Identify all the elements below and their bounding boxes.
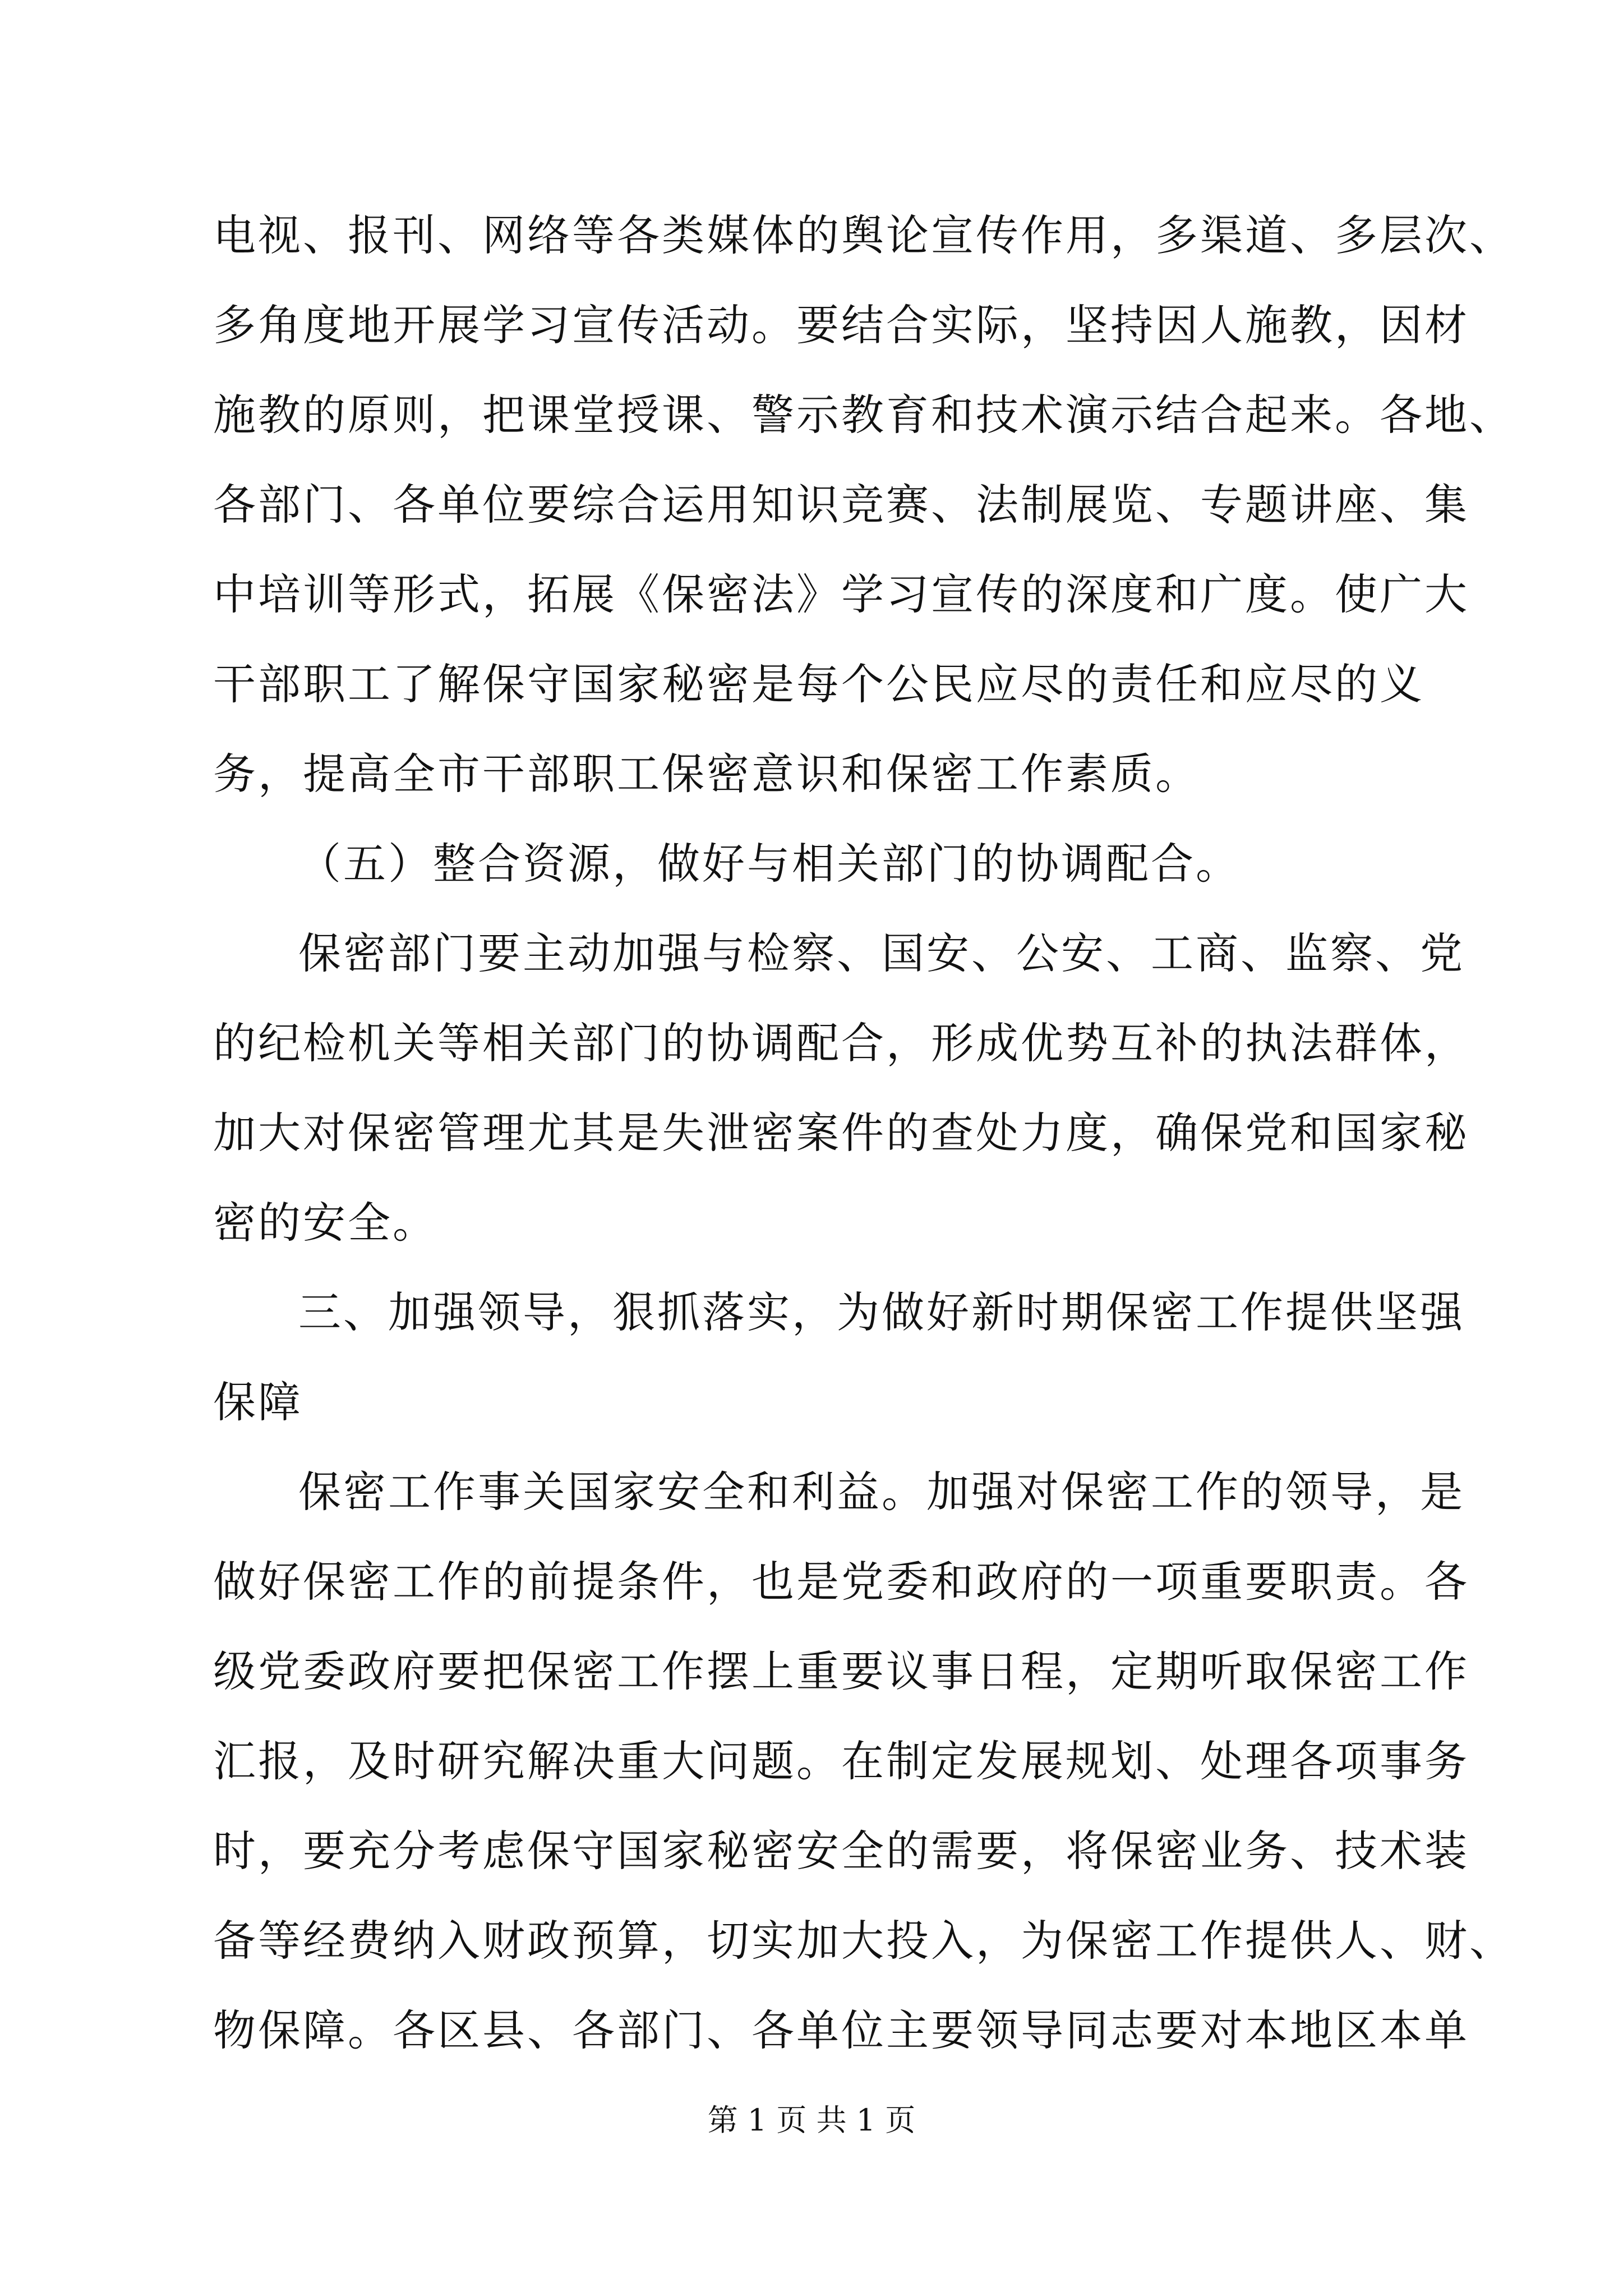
text-line: 保密工作事关国家安全和利益。加强对保密工作的领导，是: [298, 1467, 1465, 1517]
text-line: 务，提高全市干部职工保密意识和保密工作素质。: [213, 749, 1200, 799]
text-line: 的纪检机关等相关部门的协调配合，形成优势互补的执法群体，: [213, 1018, 1469, 1068]
text-line: 中培训等形式，拓展《保密法》学习宣传的深度和广度。使广大: [213, 569, 1469, 619]
page-footer: 第 1 页 共 1 页: [707, 2102, 916, 2138]
text-line: 备等经费纳入财政预算，切实加大投入，为保密工作提供人、财、: [213, 1916, 1514, 1966]
text-line: 干部职工了解保守国家秘密是每个公民应尽的责任和应尽的义: [213, 659, 1424, 709]
text-line: 三、加强领导，狠抓落实，为做好新时期保密工作提供坚强: [298, 1287, 1465, 1337]
text-line: （五）整合资源，做好与相关部门的协调配合。: [298, 839, 1241, 889]
text-line: 加大对保密管理尤其是失泄密案件的查处力度，确保党和国家秘: [213, 1108, 1469, 1158]
text-line: 施教的原则，把课堂授课、警示教育和技术演示结合起来。各地、: [213, 390, 1514, 440]
text-line: 汇报，及时研究解决重大问题。在制定发展规划、处理各项事务: [213, 1736, 1469, 1786]
text-line: 各部门、各单位要综合运用知识竞赛、法制展览、专题讲座、集: [213, 480, 1469, 530]
text-line: 多角度地开展学习宣传活动。要结合实际，坚持因人施教，因材: [213, 300, 1469, 350]
text-line: 做好保密工作的前提条件，也是党委和政府的一项重要职责。各: [213, 1557, 1469, 1607]
text-line: 电视、报刊、网络等各类媒体的舆论宣传作用，多渠道、多层次、: [213, 210, 1514, 260]
text-line: 级党委政府要把保密工作摆上重要议事日程，定期听取保密工作: [213, 1646, 1469, 1696]
text-line: 保障: [213, 1377, 303, 1427]
text-line: 保密部门要主动加强与检察、国安、公安、工商、监察、党: [298, 928, 1465, 978]
text-line: 物保障。各区县、各部门、各单位主要领导同志要对本地区本单: [213, 2005, 1469, 2055]
text-line: 时，要充分考虑保守国家秘密安全的需要，将保密业务、技术装: [213, 1826, 1469, 1876]
text-line: 密的安全。: [213, 1198, 437, 1248]
document-body: [213, 191, 1514, 2076]
